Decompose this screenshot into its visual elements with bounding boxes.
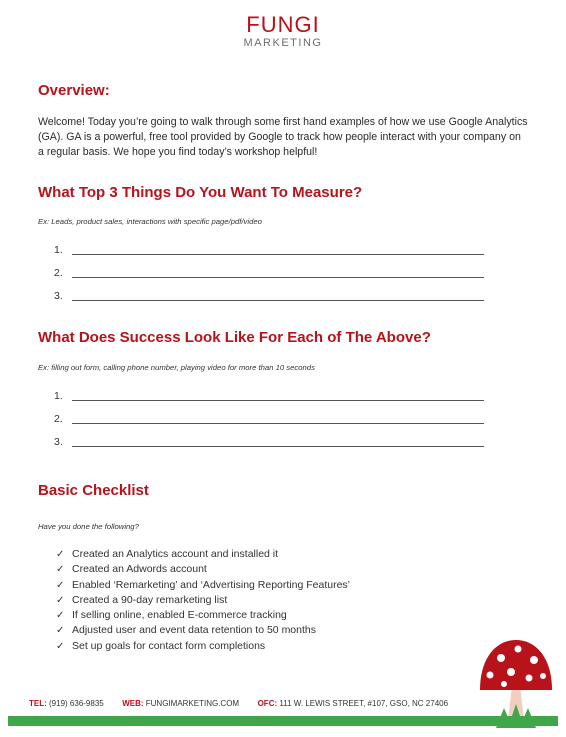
cap-spot: [540, 673, 546, 679]
checklist-heading: Basic Checklist: [38, 482, 149, 499]
cap-spot: [530, 656, 538, 664]
cap-spot: [526, 675, 533, 682]
checkmark-icon: ✓: [56, 549, 65, 560]
brand-logo-name: FUNGI: [246, 12, 320, 37]
cap-spot: [507, 668, 515, 676]
overview-paragraph: Welcome! Today you’re going to walk through some first hand examples of how we use Google Analytics (GA). GA is a powerful, free tool provided by Google to track how people interact with your company on a regular basis. We hope you find today’s workshop helpful!: [38, 116, 528, 158]
line-number: 2.: [54, 267, 63, 279]
cap-spot: [515, 646, 522, 653]
mushroom-illustration: [474, 636, 558, 728]
checklist-item: ✓ Created an Adwords account: [56, 563, 207, 576]
line-number: 1.: [54, 244, 63, 256]
tel-label: TEL:: [29, 699, 47, 708]
success-answer-line-3[interactable]: [52, 436, 492, 450]
blank-rule: [72, 446, 484, 447]
success-heading: What Does Success Look Like For Each of The Above?: [38, 329, 431, 346]
checklist-item: ✓ Created a 90-day remarketing list: [56, 593, 228, 606]
blank-rule: [72, 423, 484, 424]
blank-rule: [72, 254, 484, 255]
checkmark-icon: ✓: [56, 594, 65, 606]
tel-value[interactable]: (919) 636-9835: [49, 699, 104, 708]
blank-rule: [72, 400, 484, 401]
checklist-prompt: Have you done the following?: [38, 522, 139, 531]
success-answer-line-1[interactable]: [52, 390, 492, 404]
overview-heading: Overview:: [38, 82, 110, 99]
measure-heading: What Top 3 Things Do You Want To Measure?: [38, 184, 363, 201]
checklist-item: ✓ Enabled ‘Remarketing’ and ‘Advertising Reporting Features’: [56, 578, 351, 591]
cap-spot: [487, 672, 494, 679]
checkmark-icon: ✓: [56, 640, 65, 652]
web-link[interactable]: FUNGIMARKETING.COM: [145, 699, 240, 708]
checklist-item: ✓ If selling online, enabled E-commerce tracking: [56, 609, 287, 622]
measure-answer-line-1[interactable]: [52, 244, 492, 258]
line-number: 3.: [54, 436, 63, 448]
success-answer-line-2[interactable]: [52, 413, 492, 427]
line-number: 3.: [54, 290, 63, 302]
checklist-item: ✓ Adjusted user and event data retention to 50 months: [56, 624, 316, 637]
checkmark-icon: ✓: [56, 579, 65, 591]
cap-spot: [501, 681, 507, 687]
web-label: WEB:: [122, 699, 144, 708]
grass-ground-strip: [8, 716, 558, 726]
measure-answer-line-3[interactable]: [52, 290, 492, 304]
success-example: Ex: filling out form, calling phone number, playing video for more than 10 seconds: [38, 363, 315, 372]
checklist-item: ✓ Created an Analytics account and installed it: [56, 548, 279, 560]
cap-spot: [497, 654, 505, 662]
measure-answer-line-2[interactable]: [52, 267, 492, 281]
checklist: [56, 548, 350, 655]
measure-example: Ex: Leads, product sales, interactions with specific page/pdf/video: [38, 217, 262, 226]
line-number: 2.: [54, 413, 63, 425]
office-address: 111 W. LEWIS STREET, #107, GSO, NC 27406: [279, 699, 449, 708]
line-number: 1.: [54, 390, 63, 402]
contact-footer: [29, 699, 448, 708]
checklist-item: ✓ Set up goals for contact form completions: [56, 639, 266, 652]
brand-logo-subtitle: MARKETING: [243, 37, 323, 49]
blank-rule: [72, 277, 484, 278]
blank-rule: [72, 300, 484, 301]
checkmark-icon: ✓: [56, 564, 65, 576]
office-label: OFC:: [257, 699, 278, 708]
checkmark-icon: ✓: [56, 610, 65, 622]
checkmark-icon: ✓: [56, 625, 65, 637]
